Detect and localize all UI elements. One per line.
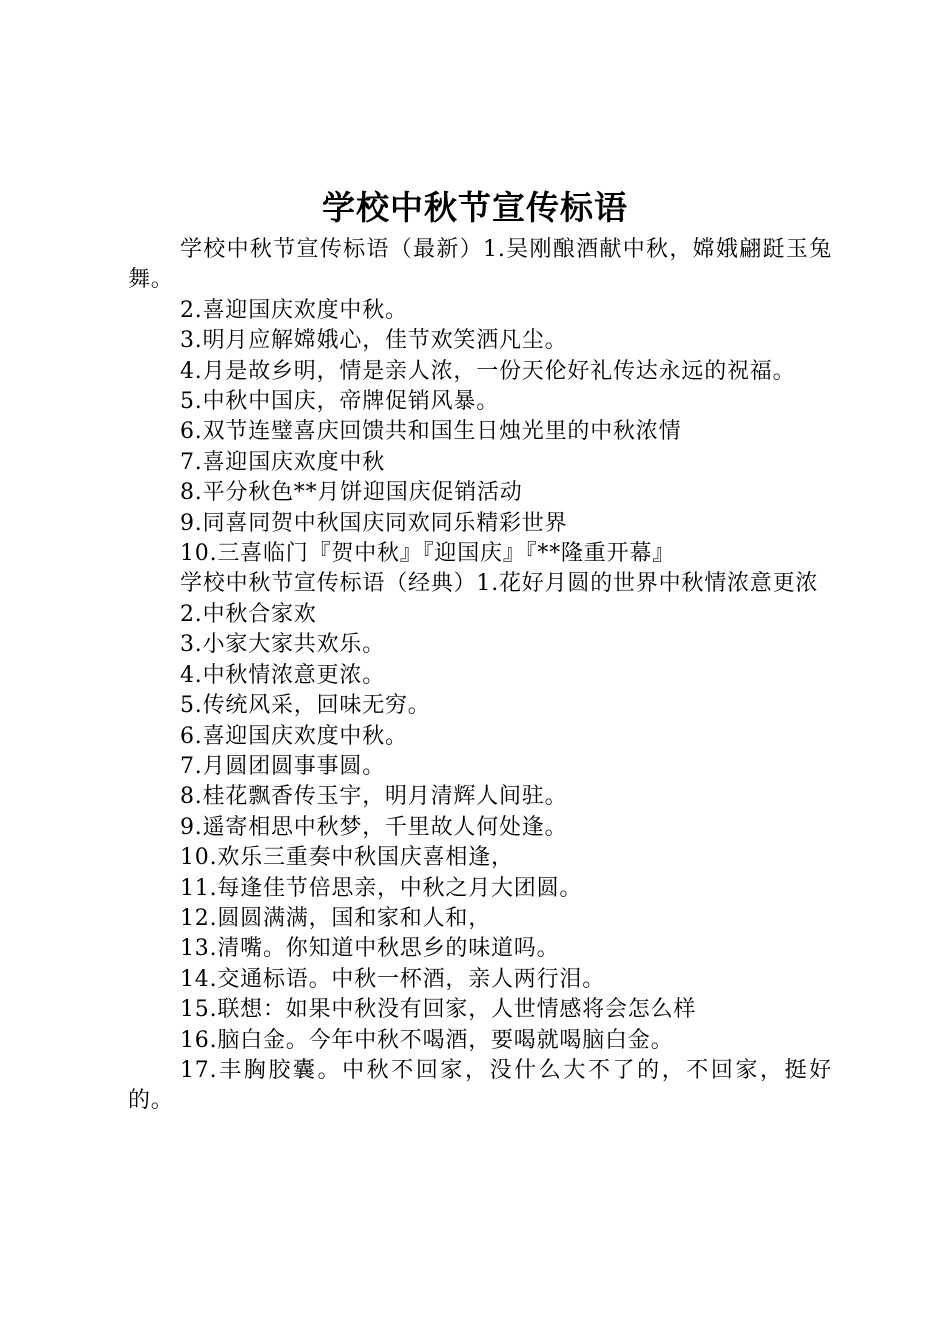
paragraph: 5.传统风采，回味无穷。: [180, 693, 431, 719]
paragraph: 13.清嘴。你知道中秋思乡的味道吗。: [180, 936, 560, 962]
paragraph: 6.双节连璧喜庆回馈共和国生日烛光里的中秋浓情: [180, 419, 682, 445]
paragraph: 5.中秋中国庆，帝牌促销风暴。: [180, 389, 499, 415]
paragraph: 8.桂花飘香传玉宇，明月清辉人间驻。: [180, 784, 568, 810]
paragraph: 9.同喜同贺中秋国庆同欢同乐精彩世界: [180, 510, 568, 536]
document-body: [128, 235, 832, 1117]
paragraph: 2.中秋合家欢: [180, 601, 317, 627]
paragraph: 11.每逢佳节倍思亲，中秋之月大团圆。: [180, 875, 583, 901]
paragraph: 4.中秋情浓意更浓。: [180, 662, 385, 688]
paragraph: 4.月是故乡明，情是亲人浓，一份天伦好礼传达永远的祝福。: [180, 358, 796, 384]
paragraph: 学校中秋节宣传标语（经典）1.花好月圆的世界中秋情浓意更浓: [180, 571, 819, 597]
paragraph: 7.喜迎国庆欢度中秋: [180, 449, 385, 475]
paragraph: 10.欢乐三重奏中秋国庆喜相逢，: [180, 845, 514, 871]
paragraph: 3.明月应解嫦娥心，佳节欢笑洒凡尘。: [180, 328, 568, 354]
paragraph: 9.遥寄相思中秋梦，千里故人何处逢。: [180, 814, 568, 840]
paragraph: 8.平分秋色**月饼迎国庆促销活动: [180, 480, 523, 506]
paragraph: 17.丰胸胶囊。中秋不回家，没什么大不了的，不回家，挺好的。: [128, 1057, 832, 1114]
paragraph: 16.脑白金。今年中秋不喝酒，要喝就喝脑白金。: [180, 1027, 674, 1053]
paragraph: 14.交通标语。中秋一杯酒，亲人两行泪。: [180, 966, 605, 992]
paragraph: 2.喜迎国庆欢度中秋。: [180, 297, 408, 323]
paragraph: 7.月圆团圆事事圆。: [180, 753, 385, 779]
paragraph: 3.小家大家共欢乐。: [180, 632, 385, 658]
document-title: 学校中秋节宣传标语: [322, 188, 628, 227]
paragraph: 学校中秋节宣传标语（最新）1.吴刚酿酒献中秋，嫦娥翩跹玉兔舞。: [128, 237, 832, 293]
paragraph: 15.联想：如果中秋没有回家，人世情感将会怎么样: [180, 997, 697, 1023]
paragraph: 6.喜迎国庆欢度中秋。: [180, 723, 408, 749]
paragraph: 10.三喜临门『贺中秋』『迎国庆』『**隆重开幕』: [180, 541, 675, 567]
paragraph: 12.圆圆满满，国和家和人和，: [180, 905, 491, 931]
